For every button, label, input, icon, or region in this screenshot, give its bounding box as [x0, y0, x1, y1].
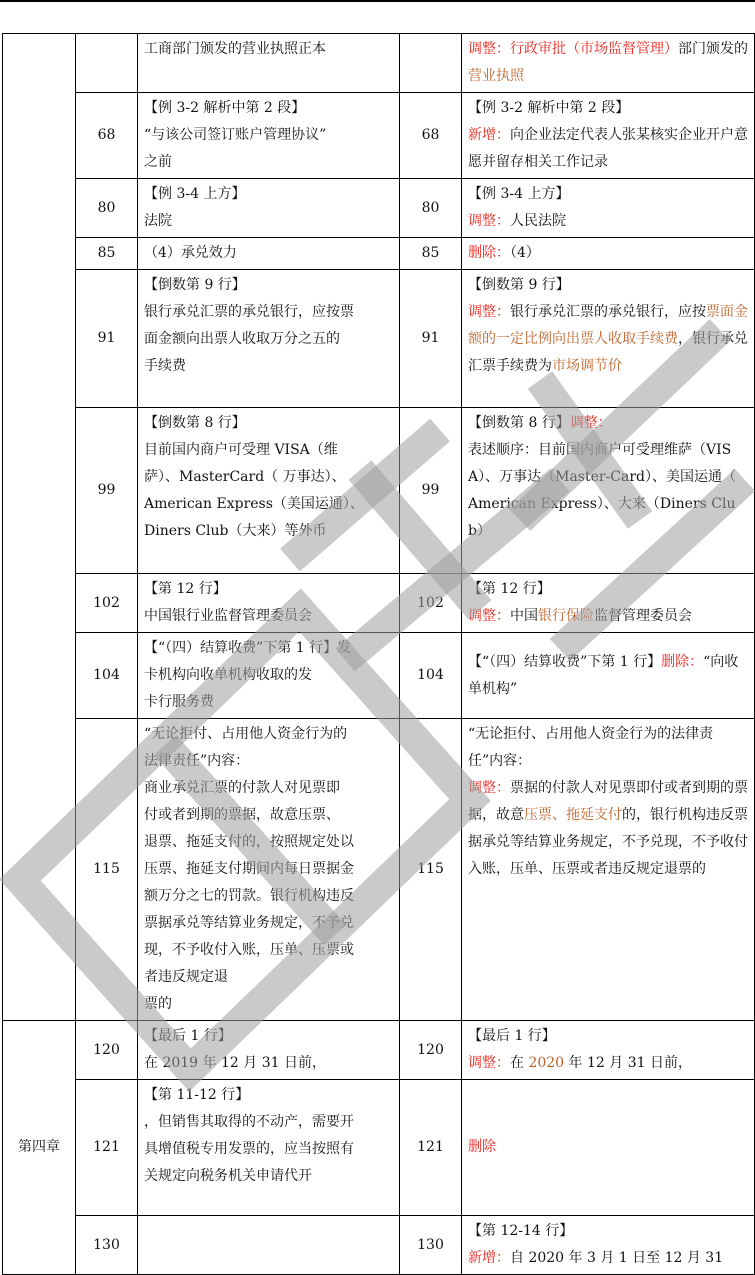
old-text-cell: 【例 3-4 上方】 法院 [138, 179, 400, 238]
old-text-cell: 【第 11-12 行】 ，但销售其取得的不动产，需要开 具增值税专用发票的，应当按照有 关规定向税务机关申请代开 [138, 1080, 400, 1216]
new-page-cell: 102 [400, 574, 462, 633]
new-page-cell: 80 [400, 179, 462, 238]
new-page-cell: 120 [400, 1021, 462, 1080]
chapter-cell: 第四章 [3, 1021, 76, 1275]
new-page-cell: 99 [400, 408, 462, 574]
old-page-cell: 80 [76, 179, 138, 238]
table-row [3, 1021, 755, 1080]
table-row [3, 93, 755, 179]
new-page-cell: 85 [400, 238, 462, 270]
old-page-cell: 121 [76, 1080, 138, 1216]
table-row [3, 633, 755, 719]
table-row [3, 179, 755, 238]
table-row [3, 238, 755, 270]
new-text-cell: 【第 12 行】 调整：中国银行保险监督管理委员会 [462, 574, 755, 633]
new-text-cell: “无论拒付、占用他人资金行为的法律责任”内容： 调整：票据的付款人对见票即付或者到期的票据，故意压票、拖延支付的，银行机构违反票据承兑等结算业务规定，不予兑现，不予收付入账，压单、压票或者违反规定退票的 [462, 719, 755, 1021]
old-page-cell [76, 34, 138, 93]
table-row [3, 719, 755, 1021]
old-text-cell: 【倒数第 9 行】 银行承兑汇票的承兑银行，应按票 面金额向出票人收取万分之五的 手续费 [138, 270, 400, 408]
new-page-cell [400, 34, 462, 93]
old-page-cell: 68 [76, 93, 138, 179]
new-text-cell: 【最后 1 行】 调整：在 2020 年 12 月 31 日前， [462, 1021, 755, 1080]
old-page-cell: 104 [76, 633, 138, 719]
table-row [3, 574, 755, 633]
old-text-cell: 【最后 1 行】 在 2019 年 12 月 31 日前， [138, 1021, 400, 1080]
new-text-cell: 调整：行政审批（市场监督管理）部门颁发的营业执照 [462, 34, 755, 93]
old-page-cell: 99 [76, 408, 138, 574]
old-text-cell: 【“（四）结算收费”下第 1 行】发 卡机构向收单机构收取的发 卡行服务费 [138, 633, 400, 719]
old-page-cell: 130 [76, 1216, 138, 1275]
new-page-cell: 104 [400, 633, 462, 719]
old-text-cell: 【倒数第 8 行】 目前国内商户可受理 VISA（维 萨）、MasterCard（ 万事达）、 American Express（美国运通）、 Diners Club（大来）等外币 [138, 408, 400, 574]
table-row [3, 1216, 755, 1275]
new-page-cell: 91 [400, 270, 462, 408]
old-page-cell: 120 [76, 1021, 138, 1080]
new-text-cell: 【“（四）结算收费”下第 1 行】删除：“向收单机构” [462, 633, 755, 719]
new-text-cell: 【例 3-4 上方】 调整：人民法院 [462, 179, 755, 238]
old-page-cell: 102 [76, 574, 138, 633]
new-text-cell: 【第 12-14 行】 新增：自 2020 年 3 月 1 日至 12 月 31 [462, 1216, 755, 1275]
new-page-cell: 115 [400, 719, 462, 1021]
old-text-cell: （4）承兑效力 [138, 238, 400, 270]
old-text-cell [138, 1216, 400, 1275]
new-page-cell: 68 [400, 93, 462, 179]
new-text-cell: 删除：（4） [462, 238, 755, 270]
new-page-cell: 130 [400, 1216, 462, 1275]
table-row [3, 408, 755, 574]
top-rule [0, 0, 755, 2]
new-page-cell: 121 [400, 1080, 462, 1216]
table-row [3, 34, 755, 93]
old-page-cell: 115 [76, 719, 138, 1021]
old-text-cell: “无论拒付、占用他人资金行为的 法律责任”内容： 商业承兑汇票的付款人对见票即 付或者到期的票据，故意压票、 退票、拖延支付的，按照规定处以 压票、拖延支付期间内每日票据金 额万分之七的罚款。银行机构违反 票据承兑等结算业务规定，不予兑 现，不予收付入账，压单、压票或 者违反规定退 票的 [138, 719, 400, 1021]
old-page-cell: 85 [76, 238, 138, 270]
chapter-cell-blank [3, 34, 76, 1021]
errata-table [2, 33, 755, 1275]
new-text-cell: 【倒数第 8 行】调整： 表述顺序：目前国内商户可受理维萨（VISA）、万事达（Master-Card）、美国运通（ American Express）、大来（Diners Club） [462, 408, 755, 574]
table-row [3, 1080, 755, 1216]
new-text-cell: 【例 3-2 解析中第 2 段】 新增：向企业法定代表人张某核实企业开户意愿并留存相关工作记录 [462, 93, 755, 179]
old-text-cell: 【第 12 行】 中国银行业监督管理委员会 [138, 574, 400, 633]
old-text-cell: 工商部门颁发的营业执照正本 [138, 34, 400, 93]
new-text-cell: 删除 [462, 1080, 755, 1216]
old-page-cell: 91 [76, 270, 138, 408]
old-text-cell: 【例 3-2 解析中第 2 段】 “与该公司签订账户管理协议” 之前 [138, 93, 400, 179]
new-text-cell: 【倒数第 9 行】 调整：银行承兑汇票的承兑银行，应按票面金额的一定比例向出票人收取手续费，银行承兑汇票手续费为市场调节价 [462, 270, 755, 408]
table-row [3, 270, 755, 408]
